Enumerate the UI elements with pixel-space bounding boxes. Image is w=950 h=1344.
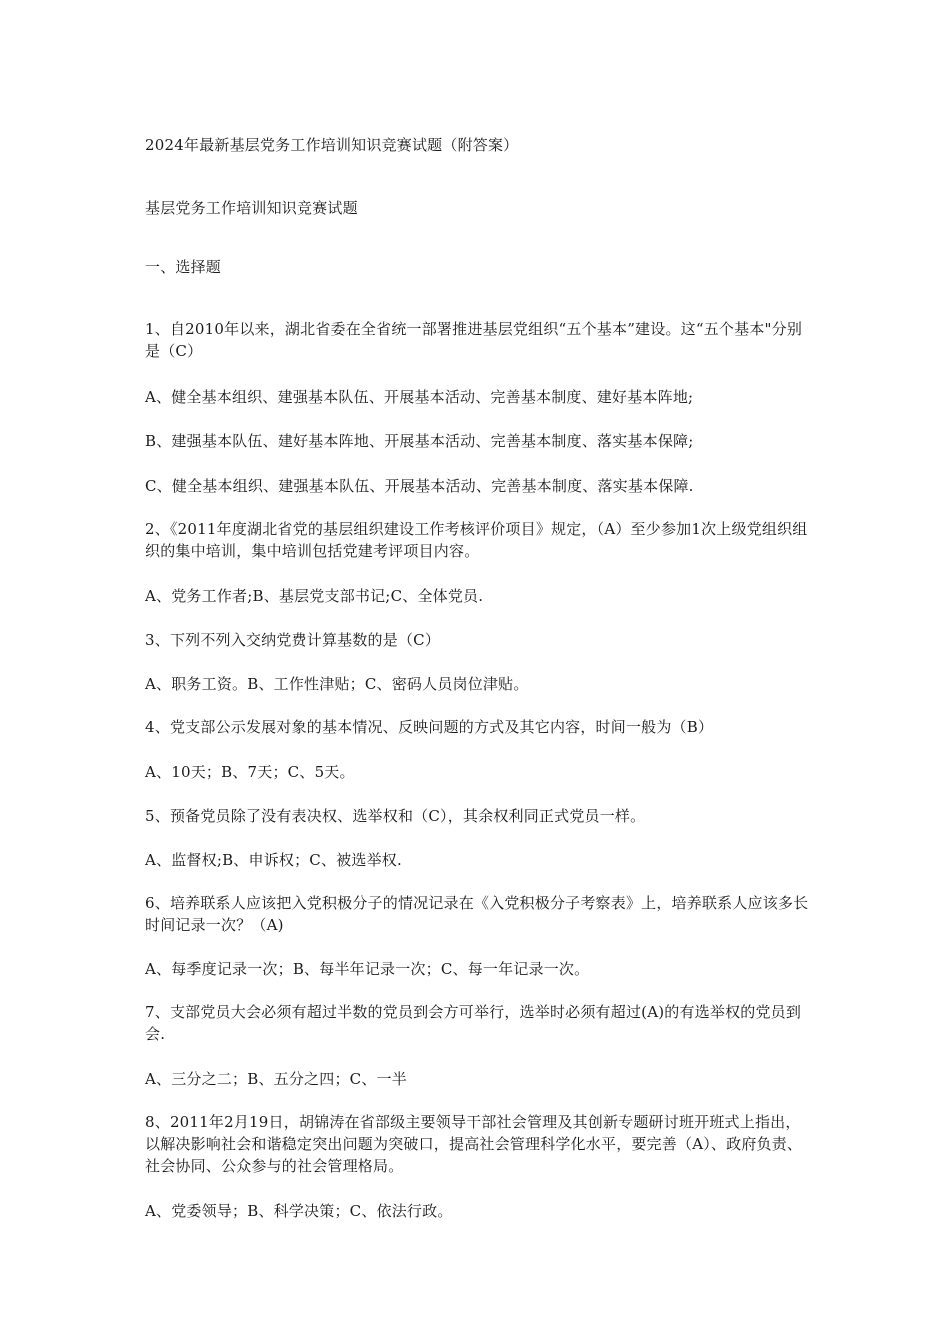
question-2: 2、《2011年度湖北省党的基层组织建设工作考核评价项目》规定，（A）至少参加1次上级党组织组织的集中培训，集中培训包括党建考评项目内容。 (145, 520, 808, 560)
options-4: A、10天；B、7天；C、5天。 (145, 763, 355, 781)
options-5: A、监督权;B、申诉权；C、被选举权. (145, 851, 402, 869)
options-7: A、三分之二；B、五分之四；C、一半 (145, 1070, 407, 1088)
question-6: 6、培养联系人应该把入党积极分子的情况记录在《入党积极分子考察表》上，培养联系人应该多长时间记录一次？（A) (145, 894, 809, 934)
question-7: 7、支部党员大会必须有超过半数的党员到会方可举行，选举时必须有超过(A)的有选举权的党员到会. (145, 1003, 802, 1043)
option-1c: C、健全基本组织、建强基本队伍、开展基本活动、完善基本制度、落实基本保障. (145, 477, 694, 495)
question-3: 3、下列不列入交纳党费计算基数的是（C） (145, 631, 441, 649)
document-subtitle: 基层党务工作培训知识竞赛试题 (145, 199, 358, 217)
options-2: A、党务工作者;B、基层党支部书记;C、全体党员. (145, 587, 484, 605)
question-1: 1、自2010年以来，湖北省委在全省统一部署推进基层党组织“五个基本”建设。这“五个基本"分别是（C） (145, 320, 803, 360)
options-8: A、党委领导；B、科学决策；C、依法行政。 (145, 1202, 453, 1220)
option-1a: A、健全基本组织、建强基本队伍、开展基本活动、完善基本制度、建好基本阵地; (145, 388, 694, 406)
question-5: 5、预备党员除了没有表决权、选举权和（C），其余权利同正式党员一样。 (145, 807, 646, 825)
options-6: A、每季度记录一次；B、每半年记录一次；C、每一年记录一次。 (145, 960, 590, 978)
options-3: A、职务工资。B、工作性津贴；C、密码人员岗位津贴。 (145, 675, 529, 693)
section-heading: 一、选择题 (145, 258, 222, 276)
option-1b: B、建强基本队伍、建好基本阵地、开展基本活动、完善基本制度、落实基本保障; (145, 432, 694, 450)
question-8: 8、2011年2月19日，胡锦涛在省部级主要领导干部社会管理及其创新专题研讨班开班式上指出，以解决影响社会和谐稳定突出问题为突破口，提高社会管理科学化水平，要完善（A）、政府负责、社会协同、公众参与的社会管理格局。 (145, 1113, 803, 1175)
document-title: 2024年最新基层党务工作培训知识竞赛试题（附答案） (145, 136, 519, 154)
question-4: 4、党支部公示发展对象的基本情况、反映问题的方式及其它内容，时间一般为（B） (145, 718, 714, 736)
